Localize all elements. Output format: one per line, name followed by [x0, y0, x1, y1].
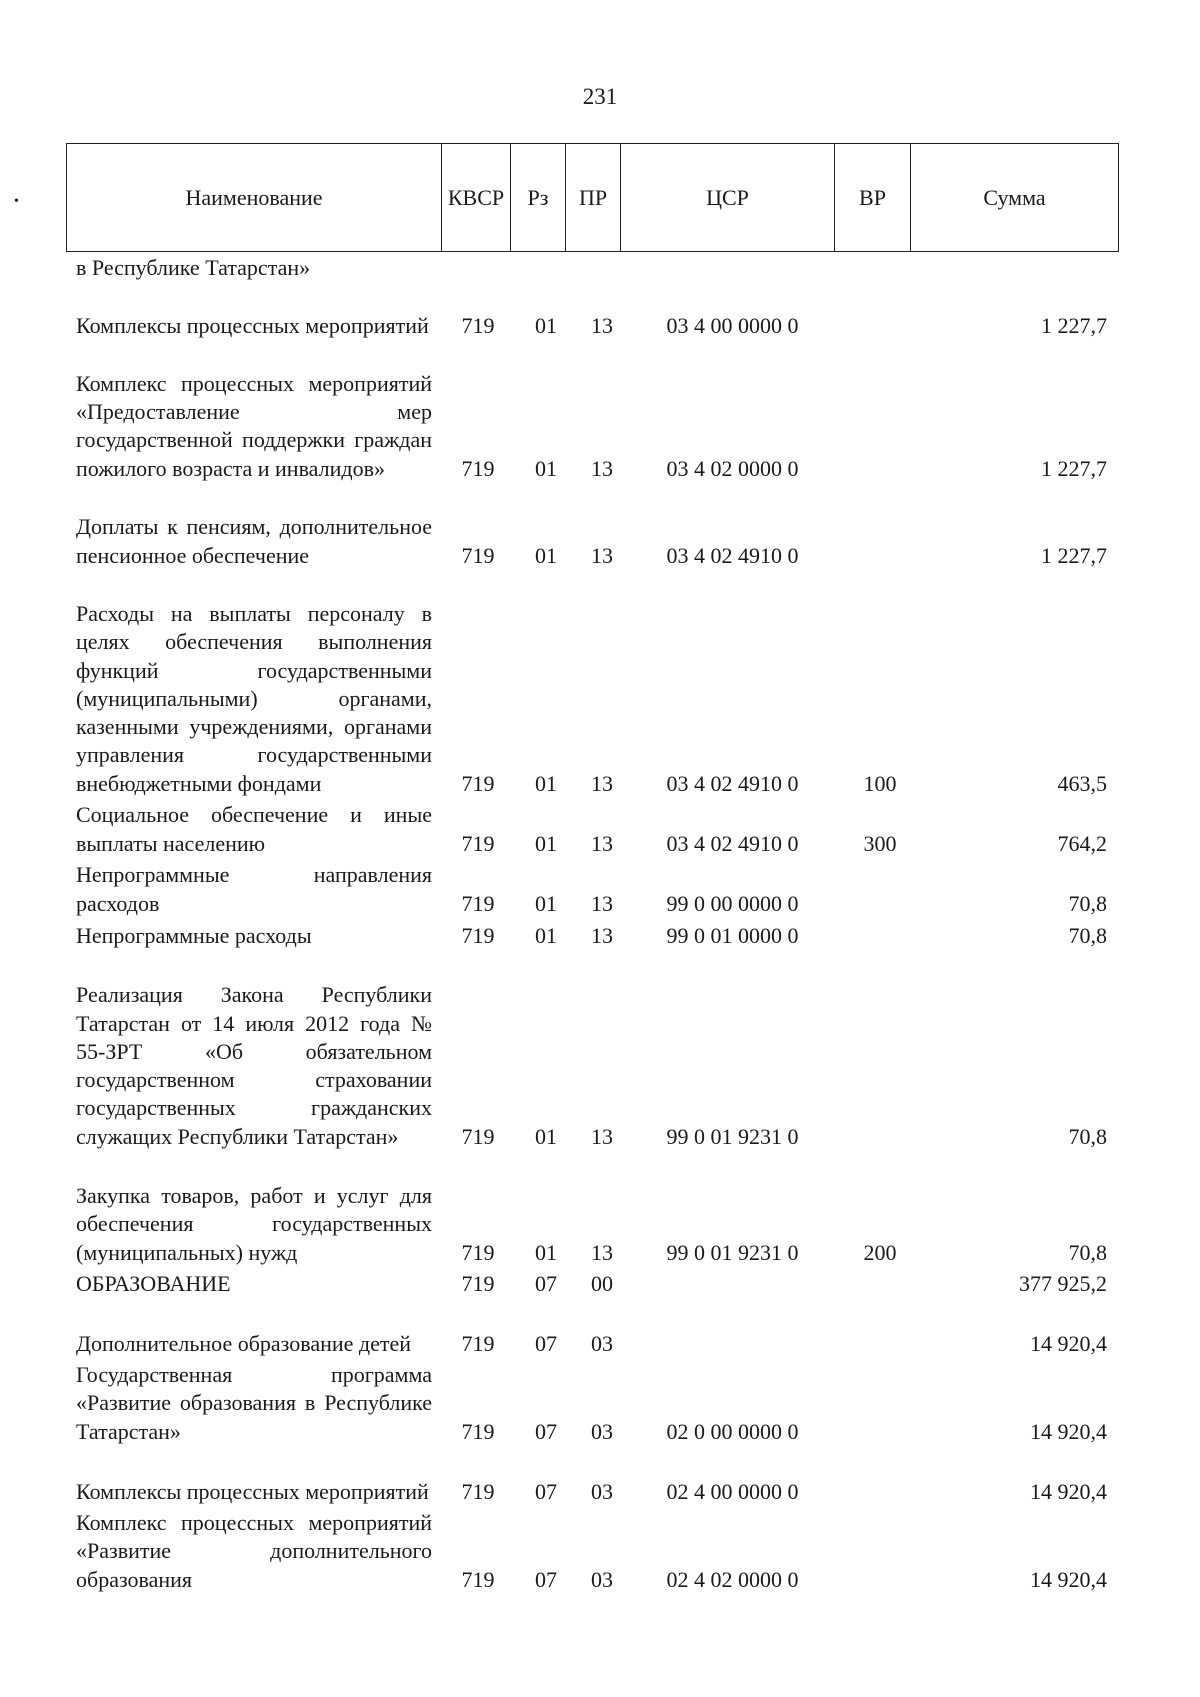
table-row	[0, 283, 1200, 340]
table-row	[0, 1508, 1200, 1594]
row-pr: 03	[591, 1330, 613, 1356]
row-csr: 99 0 00 0000 0	[666, 890, 799, 916]
row-rz: 07	[535, 1418, 557, 1444]
row-name: Доплаты к пенсиям, дополнительное пенсионное обеспечение	[76, 514, 432, 568]
row-pr: 00	[591, 1270, 613, 1296]
row-sum: 70,8	[1068, 1123, 1107, 1149]
row-name: Закупка товаров, работ и услуг для обеспечения государственных (муниципальных) нужд	[76, 1183, 432, 1265]
row-sum: 70,8	[1068, 1239, 1107, 1265]
header-vr: ВР	[835, 144, 911, 252]
row-name: ОБРАЗОВАНИЕ	[76, 1270, 231, 1296]
header-name: Наименование	[67, 144, 442, 252]
row-name: Дополнительное образование детей	[76, 1330, 412, 1356]
row-rz: 07	[535, 1478, 557, 1504]
row-rz: 01	[535, 1123, 557, 1149]
header-pr: ПР	[566, 144, 621, 252]
row-sum: 70,8	[1068, 890, 1107, 916]
row-kvsr: 719	[461, 1330, 495, 1356]
row-csr: 03 4 02 4910 0	[666, 770, 799, 796]
row-rz: 01	[535, 830, 557, 856]
table-row	[0, 1269, 1200, 1298]
row-name: Непрограммные расходы	[76, 922, 312, 948]
header-rz: Рз	[511, 144, 566, 252]
table-row	[0, 921, 1200, 950]
row-name: Государственная программа «Развитие образования в Республике Татарстан»	[76, 1362, 432, 1444]
row-pr: 13	[591, 312, 613, 338]
row-name: в Республике Татарстан»	[76, 254, 311, 280]
row-rz: 07	[535, 1330, 557, 1356]
row-sum: 377 925,2	[1019, 1270, 1107, 1296]
row-sum: 1 227,7	[1041, 312, 1107, 338]
row-kvsr: 719	[461, 770, 495, 796]
row-sum: 14 920,4	[1030, 1478, 1107, 1504]
row-rz: 01	[535, 455, 557, 481]
table-row	[0, 1153, 1200, 1267]
table-row	[0, 572, 1200, 798]
row-name: Расходы на выплаты персоналу в целях обеспечения выполнения функций государственными (муниципальными) органами, казенными учреждениями, органами управления государственными внебюджетными фондами	[76, 600, 432, 796]
row-pr: 13	[591, 770, 613, 796]
row-rz: 01	[535, 890, 557, 916]
header-sum: Сумма	[911, 144, 1119, 252]
row-sum: 14 920,4	[1030, 1330, 1107, 1356]
row-rz: 01	[535, 1239, 557, 1265]
table-row	[0, 485, 1200, 570]
row-csr: 99 0 01 9231 0	[666, 1239, 799, 1265]
row-kvsr: 719	[461, 1566, 495, 1592]
row-pr: 13	[591, 1123, 613, 1149]
row-sum: 14 920,4	[1030, 1418, 1107, 1444]
row-name: Непрограммные направления расходов	[76, 862, 432, 916]
table-row	[0, 341, 1200, 483]
row-name: Комплекс процессных мероприятий «Развитие дополнительного образования	[76, 1510, 432, 1592]
table-row	[0, 952, 1200, 1151]
row-kvsr: 719	[461, 1270, 495, 1296]
row-kvsr: 719	[461, 830, 495, 856]
table-row	[0, 1300, 1200, 1358]
row-pr: 13	[591, 830, 613, 856]
row-kvsr: 719	[461, 1478, 495, 1504]
table-row	[0, 254, 1200, 282]
row-csr: 03 4 02 4910 0	[666, 542, 799, 568]
page-number: 231	[582, 84, 618, 109]
table-row	[0, 1448, 1200, 1506]
table-header	[66, 143, 1119, 252]
row-kvsr: 719	[461, 1239, 495, 1265]
row-pr: 13	[591, 890, 613, 916]
header-csr: ЦСР	[621, 144, 835, 252]
table-row	[0, 800, 1200, 858]
row-name: Реализация Закона Республики Татарстан от 14 июля 2012 года № 55-ЗРТ «Об обязательном государственном страховании государственных гражданских служащих Республики Татарстан»	[76, 982, 432, 1149]
row-csr: 99 0 01 9231 0	[666, 1123, 799, 1149]
table-row	[0, 860, 1200, 918]
row-csr: 03 4 00 0000 0	[666, 312, 799, 338]
row-kvsr: 719	[461, 542, 495, 568]
row-name: Социальное обеспечение и иные выплаты населению	[76, 802, 432, 856]
row-kvsr: 719	[461, 312, 495, 338]
row-kvsr: 719	[461, 1418, 495, 1444]
table-row	[0, 1360, 1200, 1446]
row-sum: 764,2	[1057, 830, 1107, 856]
row-kvsr: 719	[461, 455, 495, 481]
row-sum: 1 227,7	[1041, 542, 1107, 568]
row-csr: 03 4 02 4910 0	[666, 830, 799, 856]
row-pr: 13	[591, 542, 613, 568]
row-sum: 14 920,4	[1030, 1566, 1107, 1592]
row-rz: 01	[535, 542, 557, 568]
row-csr: 02 4 02 0000 0	[666, 1566, 799, 1592]
row-sum: 70,8	[1068, 922, 1107, 948]
header-kvsr: КВСР	[442, 144, 511, 252]
row-pr: 13	[591, 455, 613, 481]
row-pr: 13	[591, 922, 613, 948]
row-pr: 03	[591, 1566, 613, 1592]
row-name: Комплексы процессных мероприятий	[76, 312, 429, 338]
row-rz: 01	[535, 770, 557, 796]
row-vr: 300	[863, 830, 897, 856]
row-rz: 01	[535, 312, 557, 338]
row-vr: 100	[863, 770, 897, 796]
row-sum: 1 227,7	[1041, 455, 1107, 481]
row-csr: 99 0 01 0000 0	[666, 922, 799, 948]
row-csr: 02 0 00 0000 0	[666, 1418, 799, 1444]
row-kvsr: 719	[461, 890, 495, 916]
row-csr: 03 4 02 0000 0	[666, 455, 799, 481]
row-pr: 13	[591, 1239, 613, 1265]
row-kvsr: 719	[461, 922, 495, 948]
row-kvsr: 719	[461, 1123, 495, 1149]
row-rz: 07	[535, 1270, 557, 1296]
row-rz: 07	[535, 1566, 557, 1592]
row-vr: 200	[863, 1239, 897, 1265]
row-csr: 02 4 00 0000 0	[666, 1478, 799, 1504]
row-pr: 03	[591, 1418, 613, 1444]
row-rz: 01	[535, 922, 557, 948]
row-sum: 463,5	[1057, 770, 1107, 796]
row-name: Комплекс процессных мероприятий «Предоставление мер государственной поддержки граждан пожилого возраста и инвалидов»	[76, 370, 432, 481]
row-name: Комплексы процессных мероприятий	[76, 1478, 429, 1504]
margin-mark: •	[14, 194, 19, 209]
row-pr: 03	[591, 1478, 613, 1504]
